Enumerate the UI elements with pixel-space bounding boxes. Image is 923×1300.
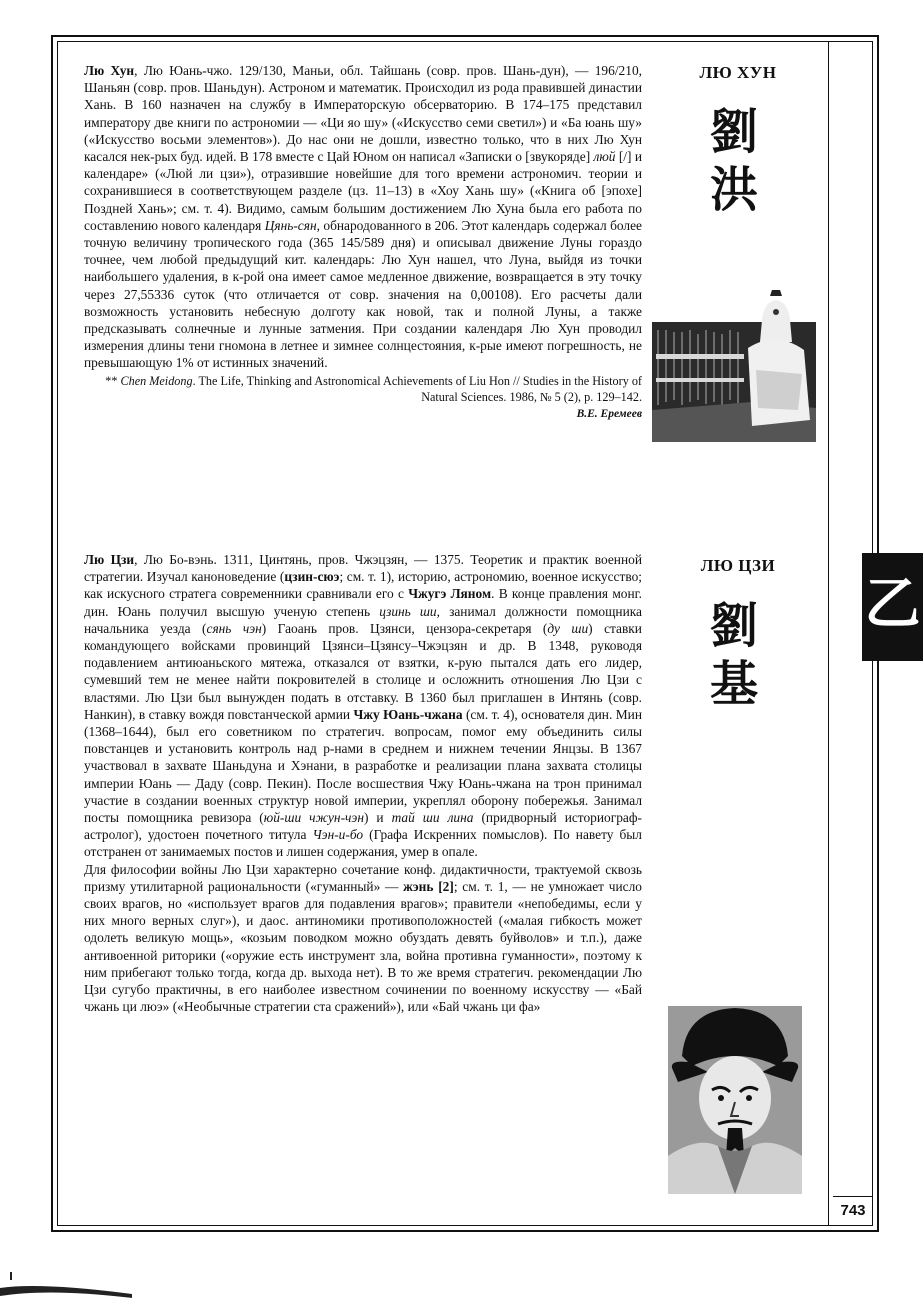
entry-liu-ji-body bbox=[84, 551, 642, 861]
margin-rule bbox=[828, 42, 829, 1225]
liu-ji-italic-term: цзинь ши bbox=[379, 603, 437, 619]
entry-liu-ji-hanzi bbox=[689, 597, 779, 713]
scan-edge-artifact bbox=[0, 1272, 132, 1300]
liu-ji-italic-term: Чэн-и-бо bbox=[312, 827, 364, 843]
entry-liu-hong-references bbox=[84, 373, 642, 405]
entry-liu-hong-hanzi bbox=[689, 103, 779, 219]
liu-ji-text: ) и bbox=[363, 810, 392, 826]
section-thumb-tab: 乙 bbox=[862, 553, 923, 661]
liu-hong-bold-term: Лю Хун bbox=[84, 63, 135, 78]
entry-liu-ji-body-paragraph-2 bbox=[84, 861, 642, 1016]
liu-hong-italic-term: люй bbox=[593, 149, 616, 165]
liu-hong-italic-term: Цянь-сян bbox=[264, 217, 317, 233]
liu-ji-text: ) Гаоань пров. Цзянси, цензора-секретаря ( bbox=[261, 620, 548, 636]
liu-ji-bold-term: Чжу Юань-чжана bbox=[353, 706, 463, 722]
liu-ji-bold-term: жэнь [2] bbox=[403, 878, 454, 894]
entry-liu-hong-text bbox=[84, 62, 642, 423]
entry-liu-ji-text bbox=[84, 551, 642, 1015]
hanzi-char: 劉 bbox=[709, 104, 758, 160]
liu-ji-italic-term: ду ши bbox=[547, 620, 589, 636]
liu-ji-text: , занимал должности помощника начальника уезда ( bbox=[84, 603, 643, 636]
liu-ji-text: ) ставки командующего войсками провинций Цзянси–Цзянсу–Чжэцзян и др. В 1348, руководя подавлением антиюаньского мятежа, отказался от взятки, к-рую пытался дать его лидер, сумевший тем не менее найти покровителей в столице и осложнить отношения Лю Цзи с властями. Лю Цзи был вынужден подать в отставку. В 1360 был приглашен в Интянь (совр. Нанкин), в ставку вождя повстанческой армии bbox=[84, 620, 642, 722]
liu-ji-italic-term: тай ши лина bbox=[391, 810, 474, 826]
liu-ji-italic-term: сянь чэн bbox=[206, 620, 262, 636]
liu-ji-italic-term: юй-ши чжун-чэн bbox=[263, 810, 364, 826]
entry-liu-ji-heading: ЛЮ ЦЗИ bbox=[700, 556, 776, 575]
entry-liu-hong-author: В.Е. Еремеев bbox=[576, 407, 642, 420]
liu-ji-bold-term: цзин-сюэ bbox=[284, 569, 340, 585]
liu-hong-ref-text: . The Life, Thinking and Astronomical Achievements of Liu Hon // Studies in the History of Natural Sciences. 1986, № 5 (2), p. 129–142. bbox=[192, 373, 642, 404]
hanzi-char: 基 bbox=[709, 656, 758, 712]
liu-ji-text: ; см. т. 1), историю, астрономию, военное искусство; как искусного стратега современники сравнивали его с bbox=[84, 569, 642, 602]
liu-ji-bold-term: Лю Цзи bbox=[84, 552, 135, 567]
entry-liu-hong-body bbox=[84, 62, 642, 372]
liu-ji-portrait bbox=[668, 1006, 802, 1194]
liu-ji-text: ; см. т. 1, — не умножает число своих врагов, но «использует врагов для подавления врагов»; правители «непобедимы, если у них много верных слуг»), и даос. антиномики противоположностей («малая гибкость может одолеть великую мощь», «козьим поводком можно обуздать девять буйволов» и т.п.), даже антивоенной риторики («оружие есть инструмент зла, война противна гуманности», поэтому к ним прибегают только тогда, когда др. выхода нет). В то же время стратегич. рекомендации Лю Цзи сугубо практичны, в его наиболее известном сочинении по военному искусству — «Бай чжань ци люэ» («Необычные стратегии ста сражений»), или «Бай чжань ци фа» bbox=[84, 878, 642, 1015]
liu-hong-text: , обнародованного в 206. Этот календарь содержал более точную величину тропического года (365 145/589 дня) и описывал движение Луны гораздо точнее, чем любой предыдущий кит. календарь: Лю Хун нашел, что Луна, выйдя из точки наибольшего удаления, в к-рой она имеет самое медленное движение, возвращается в эту точку через 27,55336 суток (что отличается от совр. значения на 0,00108). Его расчеты дали возможность установить небесную долготу как новой, так и полной Луны, а также предсказывать солнечные и лунные затмения. При создании календаря Лю Хун проводил измерения длины тени гномона в летнее и зимнее солнцестояния, к-рые имеют погрешность, не превышающую 1% от истинных значений. bbox=[84, 217, 643, 371]
liu-ji-text: (Графа Искренних помыслов). По навету был отстранен от занимаемых постов и лишен содержания, умер в опале. bbox=[84, 827, 642, 860]
liu-ji-text: (придворный историограф-астролог), удостоен почетного титула bbox=[84, 810, 642, 843]
liu-ji-bold-term: Чжугэ Ляном bbox=[408, 586, 492, 602]
entry-liu-hong-heading: ЛЮ ХУН bbox=[699, 63, 777, 82]
liu-ji-text: Для философии войны Лю Цзи характерно сочетание конф. дидактичности, трактуемой сквозь призму утилитарной рациональности («гуманный» — bbox=[84, 861, 642, 894]
liu-ji-text: , Лю Бо-вэнь. 1311, Цинтянь, пров. Чжэцзян, — 1375. Теоретик и практик военной стратегии. Изучал каноноведение ( bbox=[84, 552, 642, 585]
astronomer-illustration bbox=[652, 290, 816, 442]
liu-ji-text: . В конце правления монг. дин. Юань получил высшую ученую степень bbox=[84, 586, 642, 619]
liu-hong-text: [/] и календаре» («Люй ли цзи»), отразившие новейшие для того времени астрономич. теории и сохранившиеся в соответствующем разделе (цз. 11–13) в «Хоу Хань шу» («Книга об [эпохе] Поздней Хань»; см. т. 4). Видимо, самым большим достижением Лю Хуна была его работа по составлению нового календаря bbox=[84, 149, 642, 233]
hanzi-char: 劉 bbox=[709, 598, 758, 654]
page-number: 743 bbox=[833, 1196, 873, 1225]
liu-hong-ref-italic-term: Chen Meidong bbox=[120, 373, 193, 388]
hanzi-char: 洪 bbox=[709, 162, 758, 218]
liu-ji-text: (см. т. 4), основателя дин. Мин (1368–1644), был его советником по стратегич. вопросам, помог ему объединить силы повстанцев и установить контроль над р-нами в среднем и нижнем течении Янцзы. В 1367 участвовал в захвате Шаньдуна и Хэнани, в разработке и реализации плана захвата столицы империи Юань — Даду (совр. Пекин). После восшествия Чжу Юань-чжана на трон принимал участие в создании военных структур новой империи, укреплял оборону побережья. Занимал посты помощника ревизора ( bbox=[84, 706, 642, 826]
liu-hong-text: , Лю Юань-чжо. 129/130, Маньи, обл. Тайшань (совр. пров. Шань-дун), — 196/210, Шаньян (совр. пров. Шаньдун). Астроном и математик. Происходил из рода правившей династии Хань. В 160 назначен на службу в Императорскую обсерваторию. В 174–175 представил императору две книги по астрономии — «Ци яо шу» («Искусство семи светил») и «Ба юань шу» («Искусство восьми элементов»). До нас они не дошли, известно только, что в них Лю Хун касался нек-рых буд. идей. В 178 вместе с Цай Юном он написал «Записки о [звукоряде] bbox=[84, 63, 642, 165]
liu-hong-ref-text: ** bbox=[105, 373, 121, 388]
